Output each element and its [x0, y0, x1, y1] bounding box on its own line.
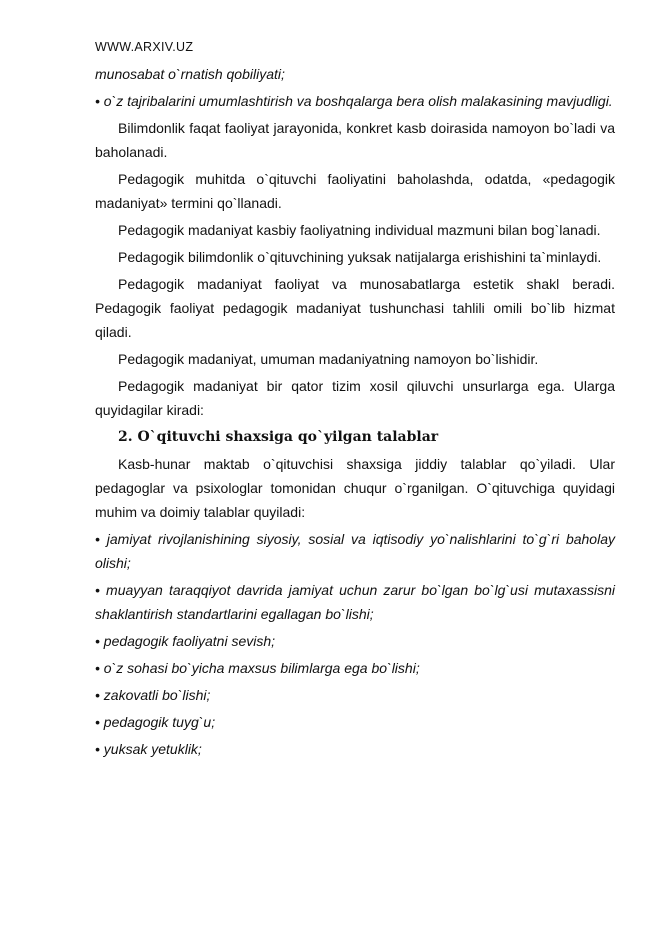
paragraph-text: munosabat o`rnatish qobiliyati;	[95, 66, 285, 82]
paragraph-text: Bilimdonlik faqat faoliyat jarayonida, konkret kasb doirasida namoyon bo`ladi va baholanadi.	[95, 120, 615, 160]
list-item: • zakovatli bo`lishi;	[95, 687, 211, 703]
list-item: • jamiyat rivojlanishining siyosiy, sosial va iqtisodiy yo`nalishlarini to`g`ri baholay olishi;	[95, 531, 615, 571]
list-item: • o`z sohasi bo`yicha maxsus bilimlarga ega bo`lishi;	[95, 660, 420, 676]
paragraph-text: Pedagogik madaniyat bir qator tizim xosil qiluvchi unsurlarga ega. Ularga quyidagilar kiradi:	[95, 378, 615, 418]
watermark: WWW.ARXIV.UZ	[95, 40, 194, 54]
document-body	[95, 62, 615, 761]
paragraph-text: Pedagogik muhitda o`qituvchi faoliyatini baholashda, odatda, «pedagogik madaniyat» termini qo`llanadi.	[95, 171, 615, 211]
paragraph-text: Pedagogik madaniyat faoliyat va munosabatlarga estetik shakl beradi. Pedagogik faoliyat pedagogik madaniyat tushunchasi tahlili omili bo`lib hizmat qiladi.	[95, 276, 615, 340]
list-item: • pedagogik tuyg`u;	[95, 714, 216, 730]
list-item: • yuksak yetuklik;	[95, 741, 202, 757]
paragraph-text: Pedagogik bilimdonlik o`qituvchining yuksak natijalarga erishishini ta`minlaydi.	[118, 249, 602, 265]
list-item: • o`z tajribalarini umumlashtirish va boshqalarga bera olish malakasining mavjudligi.	[95, 93, 613, 109]
paragraph-text: Pedagogik madaniyat kasbiy faoliyatning individual mazmuni bilan bog`lanadi.	[118, 222, 601, 238]
paragraph-text: Pedagogik madaniyat, umuman madaniyatning namoyon bo`lishidir.	[118, 351, 539, 367]
section-heading: 2. O`qituvchi shaxsiga qo`yilgan talablar	[118, 429, 439, 445]
list-item: • muayyan taraqqiyot davrida jamiyat uchun zarur bo`lgan bo`lg`usi mutaxassisni shaklantirish standartlarini egallagan bo`lishi;	[95, 582, 615, 622]
paragraph-text: Kasb-hunar maktab o`qituvchisi shaxsiga jiddiy talablar qo`yiladi. Ular pedagoglar va psixologlar tomonidan chuqur o`rganilgan. O`qituvchiga quyidagi muhim va doimiy talablar quyiladi:	[95, 456, 615, 520]
list-item: • pedagogik faoliyatni sevish;	[95, 633, 276, 649]
